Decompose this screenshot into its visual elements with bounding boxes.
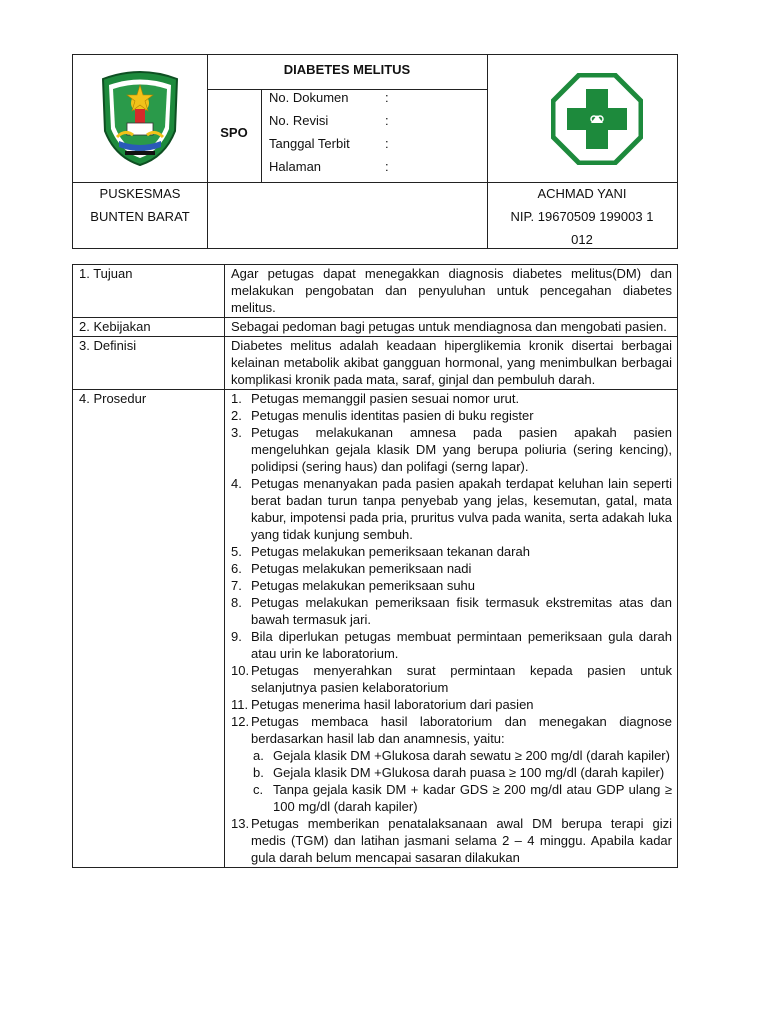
document-title: DIABETES MELITUS xyxy=(283,62,411,77)
puskesmas-cross-icon xyxy=(551,73,643,170)
list-item: 7. Petugas melakukan pemeriksaan suhu xyxy=(231,578,476,593)
row-text: Sebagai pedoman bagi petugas untuk mendiagnosa dan mengobati pasien. xyxy=(225,318,678,337)
list-item: 2. Petugas menulis identitas pasien di buku register xyxy=(231,408,534,423)
signer-nip: 012 xyxy=(571,232,593,247)
row-label: 2. Kebijakan xyxy=(73,318,225,337)
list-item: a. Gejala klasik DM +Glukosa darah sewatu ≥ 200 mg/dl (darah kapiler) xyxy=(253,748,670,763)
row-text: Agar petugas dapat menegakkan diagnosis diabetes melitus(DM) dan melakukan pengobatan dan penyuluhan untuk pencegahan diabetes melitus. xyxy=(225,265,678,318)
field-no-dokumen-label: No. Dokumen xyxy=(269,90,349,105)
list-item: 1. Petugas memanggil pasien sesuai nomor urut. xyxy=(231,391,520,406)
list-item: 12. Petugas membaca hasil laboratorium dan menegakan diagnose berdasarkan hasil lab dan anamnesis, yaitu: a. Gejala klasik DM +Glukosa darah sewatu ≥ 200 mg/dl (darah kapiler) b. Gejala klasik DM +Glukosa darah puasa ≥ 100 mg/dl (darah kapiler) c. Tanpa gejala kasik DM + kadar GDS ≥ 200 mg/dl atau GDP ulang ≥ 100 mg/dl (darah kapiler) xyxy=(231,714,672,814)
field-colon: : xyxy=(385,136,389,151)
field-colon: : xyxy=(385,90,389,105)
list-item: c. Tanpa gejala kasik DM + kadar GDS ≥ 200 mg/dl atau GDP ulang ≥ 100 mg/dl (darah kapiler) xyxy=(253,782,672,814)
field-halaman-label: Halaman xyxy=(269,159,322,174)
row-definisi xyxy=(73,337,678,390)
list-item: 5. Petugas melakukan pemeriksaan tekanan darah xyxy=(231,544,530,559)
list-item: 4. Petugas menanyakan pada pasien apakah terdapat keluhan lain seperti berat badan turun tanpa penyebab yang jelas, kesemutan, gatal, mata kabur, impotensi pada pria, pruritus vulva pada wanita, serta adakah luka yang tidak kunjung sembuh. xyxy=(231,476,672,542)
header-divider xyxy=(207,55,208,249)
signer-name: ACHMAD YANI xyxy=(537,186,627,201)
field-colon: : xyxy=(385,159,389,174)
diagnosis-criteria-list xyxy=(251,747,672,815)
list-item: b. Gejala klasik DM +Glukosa darah puasa ≥ 100 mg/dl (darah kapiler) xyxy=(253,765,665,780)
document-header xyxy=(72,54,678,249)
row-label: 4. Prosedur xyxy=(73,390,225,868)
procedure-list xyxy=(231,390,672,866)
procedure-steps xyxy=(225,390,678,868)
header-divider xyxy=(261,89,262,183)
list-item: 6. Petugas melakukan pemeriksaan nadi xyxy=(231,561,472,576)
list-item: 10. Petugas menyerahkan surat permintaan kepada pasien untuk selanjutnya pasien kelaboratorium xyxy=(231,663,672,695)
list-item: 3. Petugas melakukanan amnesa pada pasien apakah pasien mengeluhkan gejala klasik DM yang berupa poliuria (sering kencing), polidipsi (sering haus) dan polifagi (serng lapar). xyxy=(231,425,672,474)
row-prosedur xyxy=(73,390,678,868)
regency-emblem-icon xyxy=(95,69,185,174)
field-no-revisi-label: No. Revisi xyxy=(269,113,329,128)
list-item: 9. Bila diperlukan petugas membuat permintaan pemeriksaan gula darah atau urin ke laboratorium. xyxy=(231,629,672,661)
field-tanggal-terbit-label: Tanggal Terbit xyxy=(269,136,350,151)
spo-label: SPO xyxy=(220,125,248,140)
signer-nip: NIP. 19670509 199003 1 xyxy=(510,209,654,224)
puskesmas-name: PUSKESMAS xyxy=(99,186,181,201)
list-item: 8. Petugas melakukan pemeriksaan fisik termasuk ekstremitas atas dan bawah termasuk jari. xyxy=(231,595,672,627)
list-item: 13. Petugas memberikan penatalaksanaan awal DM berupa terapi gizi medis (TGM) dan latihan jasmani selama 2 – 4 minggu. Apabila kadar gula darah belum mencapai sasaran dilakukan xyxy=(231,816,672,865)
row-tujuan xyxy=(73,265,678,318)
procedure-table xyxy=(72,264,678,868)
row-label: 3. Definisi xyxy=(73,337,225,390)
row-text: Diabetes melitus adalah keadaan hiperglikemia kronik disertai berbagai kelainan metabolik akibat gangguan hormonal, yang menimbulkan berbagai komplikasi kronik pada mata, saraf, ginjal dan pembuluh darah. xyxy=(225,337,678,390)
puskesmas-name: BUNTEN BARAT xyxy=(90,209,190,224)
field-colon: : xyxy=(385,113,389,128)
row-label: 1. Tujuan xyxy=(73,265,225,318)
list-item: 11. Petugas menerima hasil laboratorium dari pasien xyxy=(231,697,534,712)
row-kebijakan xyxy=(73,318,678,337)
